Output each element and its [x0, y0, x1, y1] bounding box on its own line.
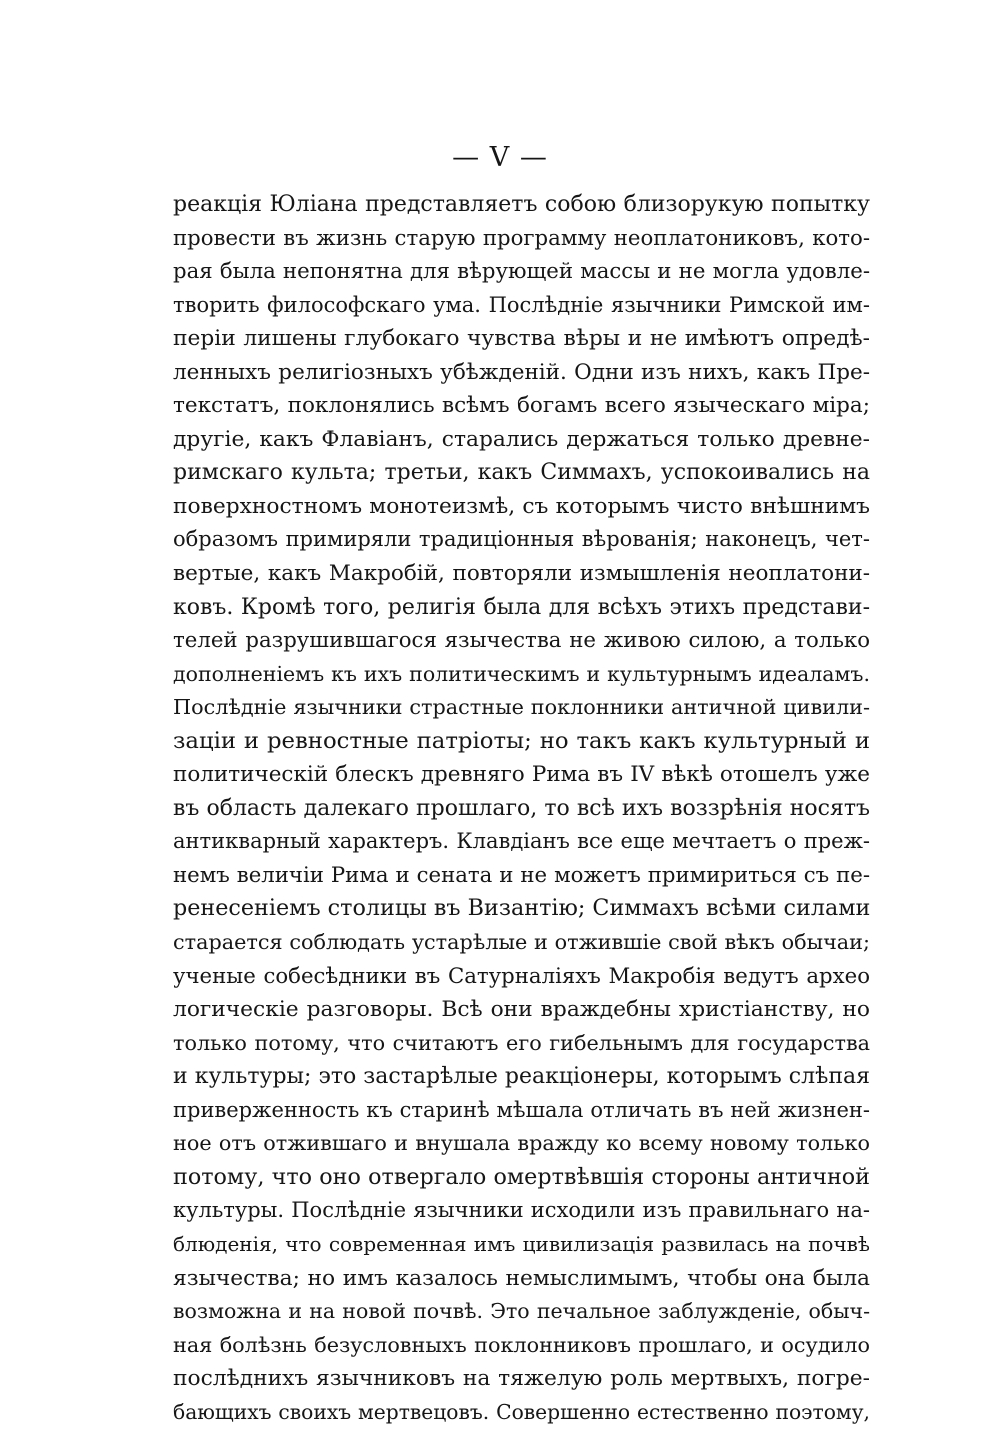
- text-line: бающихъ своихъ мертвецовъ. Совершенно естественно поэтому,: [173, 1399, 870, 1424]
- text-line: вертые, какъ Макробій, повторяли измышленія неоплатони-: [173, 561, 870, 587]
- text-line: образомъ примиряли традиціонныя вѣрованія; наконецъ, чет-: [173, 527, 870, 552]
- text-line: провести въ жизнь старую программу неоплатониковъ, кото-: [173, 225, 870, 251]
- text-line: антикварный характеръ. Клавдіанъ все еще мечтаетъ о преж-: [173, 829, 870, 854]
- text-line: ренесеніемъ столицы въ Византію; Симмахъ всѣми силами: [173, 895, 870, 922]
- text-line: ная болѣзнь безусловныхъ поклонниковъ прошлаго, и осудило: [173, 1332, 870, 1357]
- text-line: логическіе разговоры. Всѣ они враждебны христіанству, но: [173, 997, 870, 1023]
- text-line: послѣднихъ язычниковъ на тяжелую роль мертвыхъ, погре-: [173, 1366, 870, 1392]
- text-line: язычества; но имъ казалось немыслимымъ, чтобы она была: [173, 1265, 870, 1291]
- text-line: приверженность къ старинѣ мѣшала отличать въ ней жизнен-: [173, 1097, 870, 1122]
- page-number: — V —: [452, 142, 548, 173]
- text-line: потому, что оно отвергало омертвѣвшія стороны античной: [173, 1163, 870, 1190]
- text-line: дополненіемъ къ ихъ политическимъ и культурнымъ идеаламъ.: [173, 661, 870, 686]
- text-line: творить философскаго ума. Послѣдніе язычники Римской им-: [173, 292, 870, 317]
- text-line: ное отъ отжившаго и внушала вражду ко всему новому только: [173, 1131, 870, 1156]
- text-line: римскаго культа; третьи, какъ Симмахъ, успокоивались на: [173, 460, 870, 486]
- text-line: заціи и ревностные патріоты; но такъ какъ культурный и: [173, 727, 870, 754]
- text-line: другіе, какъ Флавіанъ, старались держаться только древне-: [173, 426, 870, 452]
- text-line: реакція Юліана представляетъ собою близорукую попытку: [173, 192, 870, 217]
- text-line: телей разрушившагося язычества не живою силою, а только: [173, 628, 870, 654]
- text-line: возможна и на новой почвѣ. Это печальное заблужденіе, обыч-: [173, 1299, 870, 1324]
- text-line: поверхностномъ монотеизмѣ, съ которымъ чисто внѣшнимъ: [173, 493, 870, 519]
- text-line: политическій блескъ древняго Рима въ IV вѣкѣ отошелъ уже: [173, 762, 870, 788]
- text-line: Послѣдніе язычники страстные поклонники античной цивили-: [173, 695, 870, 720]
- text-line: текстатъ, поклонялись всѣмъ богамъ всего языческаго міра;: [173, 393, 870, 419]
- text-line: рая была непонятна для вѣрующей массы и не могла удовле-: [173, 259, 870, 285]
- text-line: старается соблюдать устарѣлые и отжившіе свой вѣкъ обычаи;: [173, 930, 870, 955]
- text-line: въ область далекаго прошлаго, то всѣ ихъ воззрѣнія носятъ: [173, 795, 870, 821]
- text-line: и культуры; это застарѣлые реакціонеры, которымъ слѣпая: [173, 1064, 870, 1090]
- text-line: ковъ. Кромѣ того, религія была для всѣхъ этихъ представи-: [173, 594, 870, 620]
- text-line: періи лишены глубокаго чувства вѣры и не имѣютъ опредѣ-: [173, 326, 870, 352]
- text-line: немъ величіи Рима и сената и не можетъ примириться съ пе-: [173, 862, 870, 888]
- text-line: только потому, что считаютъ его гибельнымъ для государства: [173, 1030, 870, 1055]
- text-line: ученые собесѣдники въ Сатурналіяхъ Макробія ведутъ архео: [173, 963, 870, 989]
- text-line: блюденія, что современная имъ цивилизація развилась на почвѣ: [173, 1231, 870, 1256]
- text-line: ленныхъ религіозныхъ убѣжденій. Одни изъ нихъ, какъ Пре-: [173, 359, 870, 385]
- text-line: культуры. Послѣдніе язычники исходили изъ правильнаго на-: [173, 1198, 870, 1223]
- body-text: [173, 188, 870, 1429]
